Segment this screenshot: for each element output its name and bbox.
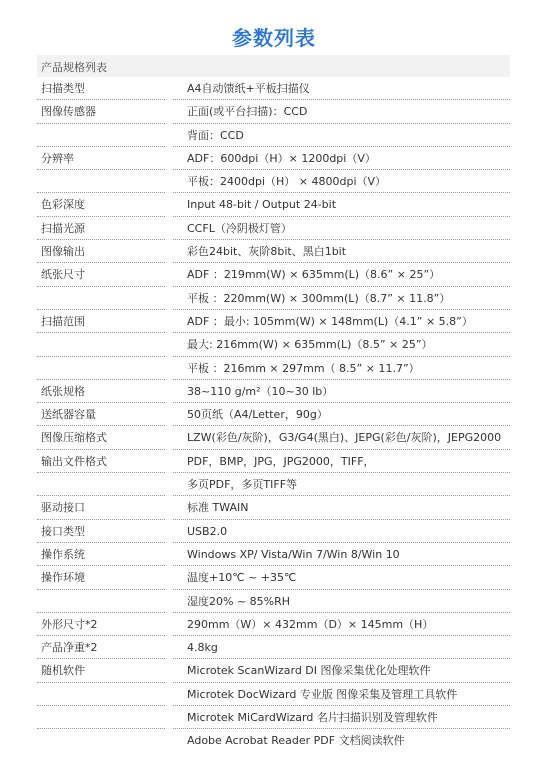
spec-row <box>37 263 510 286</box>
spec-label: 扫描类型 <box>41 82 85 95</box>
spec-value: 平板 ：220mm(W) × 300mm(L)（8.7” × 11.8”） <box>187 291 451 305</box>
spec-row <box>37 496 510 519</box>
spec-row <box>37 473 510 496</box>
spec-value: 湿度20% ~ 85%RH <box>187 594 291 608</box>
spec-value: 平板 ：216mm × 297mm（ 8.5” × 11.7”） <box>187 361 420 375</box>
spec-label: 外形尺寸*2 <box>41 617 98 631</box>
spec-label: 色彩深度 <box>41 198 85 212</box>
spec-value: 50页纸（A4/Letter，90g） <box>187 408 328 422</box>
spec-label: 送纸器容量 <box>41 408 96 422</box>
spec-label: 分辨率 <box>41 151 74 165</box>
spec-label: 接口类型 <box>41 524 85 538</box>
spec-value: 正面(或平台扫描)：CCD <box>187 105 308 119</box>
spec-label: 纸张规格 <box>41 384 85 398</box>
spec-row <box>37 193 510 216</box>
spec-label: 纸张尺寸 <box>41 268 85 282</box>
spec-value: 最大: 216mm(W) × 635mm(L)（8.5” × 25”） <box>187 338 433 352</box>
spec-value: 背面：CCD <box>187 128 244 142</box>
spec-row <box>37 590 510 613</box>
spec-row <box>37 310 510 333</box>
spec-label: 输出文件格式 <box>41 454 107 468</box>
spec-value: Microtek DocWizard 专业版 图像采集及管理工具软件 <box>187 687 458 701</box>
spec-value: Microtek MiCardWizard 名片扫描识别及管理软件 <box>187 711 438 725</box>
spec-row <box>37 450 510 473</box>
spec-label: 操作系统 <box>41 547 85 561</box>
spec-row <box>37 380 510 403</box>
spec-value: 4.8kg <box>187 641 218 655</box>
spec-value: 290mm（W）× 432mm（D）× 145mm（H） <box>187 617 434 631</box>
spec-label: 扫描范围 <box>41 314 85 328</box>
spec-value: 平板：2400dpi（H） × 4800dpi（V） <box>187 175 387 189</box>
page-title: 参数列表 <box>232 26 316 50</box>
spec-row <box>37 124 510 147</box>
spec-row <box>37 659 510 682</box>
spec-value: 标准 TWAIN <box>187 501 249 515</box>
spec-table <box>37 77 510 753</box>
spec-label: 图像输出 <box>41 245 85 259</box>
spec-row <box>37 77 510 100</box>
spec-row <box>37 403 510 426</box>
spec-row <box>37 217 510 240</box>
spec-value: ADF：600dpi（H）× 1200dpi（V） <box>187 151 376 165</box>
spec-row <box>37 706 510 729</box>
spec-label: 图像压缩格式 <box>41 431 107 445</box>
spec-value: CCFL（冷阴极灯管） <box>187 221 292 235</box>
spec-row <box>37 683 510 706</box>
spec-label: 图像传感器 <box>41 105 96 119</box>
spec-row <box>37 520 510 543</box>
spec-row <box>37 566 510 589</box>
spec-value: USB2.0 <box>187 524 228 538</box>
spec-row <box>37 636 510 659</box>
spec-value: 温度+10℃ ~ +35℃ <box>187 571 297 585</box>
spec-row <box>37 613 510 636</box>
spec-value: Microtek ScanWizard DI 图像采集优化处理软件 <box>187 664 431 678</box>
spec-table-header-label: 产品规格列表 <box>41 61 107 74</box>
spec-value: 彩色24bit、灰阶8bit、黑白1bit <box>187 245 347 259</box>
spec-label: 扫描光源 <box>41 221 85 235</box>
spec-value: A4自动馈纸+平板扫描仪 <box>187 82 310 95</box>
spec-row <box>37 543 510 566</box>
spec-row <box>37 170 510 193</box>
spec-row <box>37 240 510 263</box>
spec-row <box>37 287 510 310</box>
spec-row <box>37 426 510 449</box>
spec-row <box>37 729 510 752</box>
spec-value: Adobe Acrobat Reader PDF 文档阅读软件 <box>187 734 405 748</box>
spec-value: 多页PDF，多页TIFF等 <box>187 478 298 492</box>
spec-row <box>37 333 510 356</box>
spec-row <box>37 147 510 170</box>
spec-row <box>37 357 510 380</box>
spec-value: PDF，BMP，JPG，JPG2000，TIFF， <box>187 454 375 468</box>
spec-row <box>37 100 510 123</box>
spec-label: 操作环境 <box>41 571 85 585</box>
spec-label: 产品净重*2 <box>41 641 98 655</box>
spec-value: ADF ：最小: 105mm(W) × 148mm(L)（4.1” × 5.8”） <box>187 314 473 328</box>
spec-value: ADF ：219mm(W) × 635mm(L)（8.6” × 25”） <box>187 268 441 282</box>
spec-value: Input 48-bit / Output 24-bit <box>187 198 337 212</box>
spec-value: Windows XP/ Vista/Win 7/Win 8/Win 10 <box>187 547 400 561</box>
spec-value: 38~110 g/m²（10~30 lb） <box>187 384 334 398</box>
spec-table-header <box>37 55 510 77</box>
spec-label: 随机软件 <box>41 664 85 678</box>
spec-value: LZW(彩色/灰阶)，G3/G4(黑白)、JEPG(彩色/灰阶)，JEPG2000 <box>187 431 502 445</box>
spec-label: 驱动接口 <box>41 501 85 515</box>
